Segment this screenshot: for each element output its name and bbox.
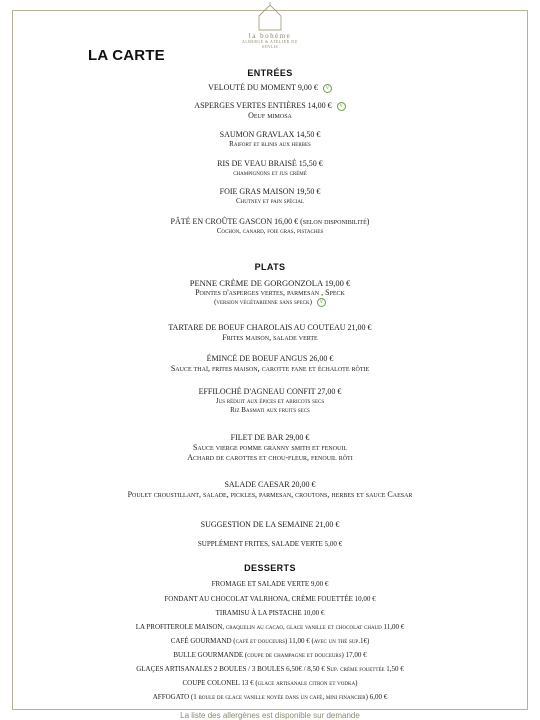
- menu-item: [0, 433, 540, 463]
- item-description: champignons et jus crémé: [233, 169, 307, 177]
- item-description: Frites maison, salade verte: [222, 333, 318, 342]
- item-name: RIS DE VEAU BRAISÉ 15,50 €: [217, 159, 323, 168]
- menu-item: [0, 595, 540, 604]
- page-title: LA CARTE: [88, 47, 165, 64]
- menu-item: [0, 278, 540, 307]
- item-description: Cochon, canard, foie gras, pistaches: [216, 227, 324, 235]
- item-name: PÂTÉ EN CROÛTE GASCON 16,00 € (selon disponibilité): [170, 217, 370, 226]
- menu-item: [0, 83, 540, 93]
- item-name: BULLE GOURMANDE (coupe de champagne et douceurs) 17,00 €: [173, 651, 367, 659]
- menu-item: [0, 354, 540, 374]
- vegetarian-icon: v: [323, 84, 332, 93]
- menu-item: [0, 609, 540, 618]
- brand-name: la bohème: [248, 32, 292, 40]
- menu-item: [0, 323, 540, 343]
- item-name: FOIE GRAS MAISON 19,50 €: [219, 187, 321, 196]
- item-name: SAUMON GRAVLAX 14,50 €: [219, 130, 321, 139]
- item-name: SALADE CAESAR 20,00 €: [224, 480, 316, 489]
- item-name: AFFOGATO (1 boule de glace vanille noyée dans un café, mini financier) 6,00 €: [152, 693, 388, 701]
- item-name: GLAÇES ARTISANALES 2 BOULES / 3 BOULES 6,50€ / 8,50 € Sup. crème fouettée 1,50 €: [136, 665, 404, 673]
- menu-item: [0, 159, 540, 178]
- item-name: TIRAMISU À LA PISTACHE 10,00 €: [215, 609, 325, 617]
- menu-item: [0, 387, 540, 415]
- item-description: Achard de carottes et chou-fleur, fenouil rôti: [187, 453, 353, 462]
- menu-item: [0, 480, 540, 500]
- menu-item: [0, 693, 540, 702]
- item-name: VELOUTÉ DU MOMENT 9,00 €: [208, 83, 318, 92]
- item-description: Riz Basmati aux fruits secs: [230, 406, 310, 414]
- menu-item: [0, 540, 540, 549]
- brand-logo: [225, 2, 315, 50]
- item-description: Chutney et pain spécial: [235, 197, 305, 205]
- item-description: Oeuf mimosa: [248, 111, 292, 120]
- item-name: FONDANT AU CHOCOLAT VALRHONA, CRÈME FOUETTÉE 10,00 €: [164, 595, 376, 603]
- item-note: (version végétarienne sans speck): [214, 298, 312, 307]
- item-name: COUPE COLONEL 13 € (glace artisanale citron et vodka): [182, 679, 358, 687]
- item-description: Sauce thaï, frites maison, carotte fane et échalote rôtie: [170, 364, 370, 373]
- menu-item: [0, 580, 540, 589]
- brand-tagline-2: SENLIS: [261, 45, 279, 49]
- item-name: FILET DE BAR 29,00 €: [230, 433, 310, 442]
- section-title-desserts: DESSERTS: [244, 563, 296, 573]
- menu-item: [0, 101, 540, 121]
- item-name: TARTARE DE BOEUF CHAROLAIS AU COUTEAU 21,00 €: [168, 323, 372, 332]
- house-icon: [257, 2, 283, 32]
- menu-item: [0, 520, 540, 530]
- menu-item: [0, 679, 540, 688]
- item-name: ÉMINCÉ DE BOEUF ANGUS 26,00 €: [206, 354, 334, 363]
- item-name: EFFILOCHÉ D'AGNEAU CONFIT 27,00 €: [198, 387, 342, 396]
- item-name: FROMAGE ET SALADE VERTE 9,00 €: [211, 580, 329, 588]
- menu-item: [0, 665, 540, 674]
- item-name: SUPPLÉMENT FRITES, SALADE VERTE 5,00 €: [197, 540, 343, 548]
- vegetarian-icon: v: [317, 298, 326, 307]
- item-description: Pointes d'asperges vertes, parmesan , Speck: [195, 288, 345, 297]
- item-name: LA PROFITEROLE MAISON, craquelin au cacao, glace vanille et chocolat chaud 11,00 €: [135, 623, 405, 631]
- menu-item: [0, 130, 540, 149]
- item-name: CAFÉ GOURMAND (café et douceurs) 11,00 € (avec un thé sup.1€): [170, 637, 370, 645]
- item-name: ASPERGES VERTES ENTIÈRES 14,00 €: [194, 101, 332, 110]
- menu-item: [0, 187, 540, 206]
- item-description: Jus réduit aux épices et abricots secs: [215, 397, 325, 405]
- menu-item: [0, 651, 540, 660]
- menu-item: [0, 623, 540, 632]
- section-title-plats: PLATS: [254, 262, 286, 272]
- item-description: Raifort et blinis aux herbes: [229, 140, 311, 148]
- allergens-note: La liste des allergènes est disponible sur demande: [180, 711, 360, 720]
- item-name: PENNE CRÈME DE GORGONZOLA 19,00 €: [189, 278, 351, 288]
- vegetarian-icon: v: [337, 102, 346, 111]
- menu-item: [0, 217, 540, 236]
- section-title-entrees: ENTRÉES: [247, 68, 293, 78]
- item-description: Sauce vierge pomme granny smith et fenouil: [192, 443, 348, 452]
- item-description: Poulet croustillant, salade, pickles, parmesan, croutons, herbes et sauce Caesar: [127, 490, 413, 499]
- item-name: SUGGESTION DE LA SEMAINE 21,00 €: [200, 520, 340, 529]
- menu-item: [0, 637, 540, 646]
- brand-tagline: ALBERGE & ATELIER DU: [242, 40, 298, 44]
